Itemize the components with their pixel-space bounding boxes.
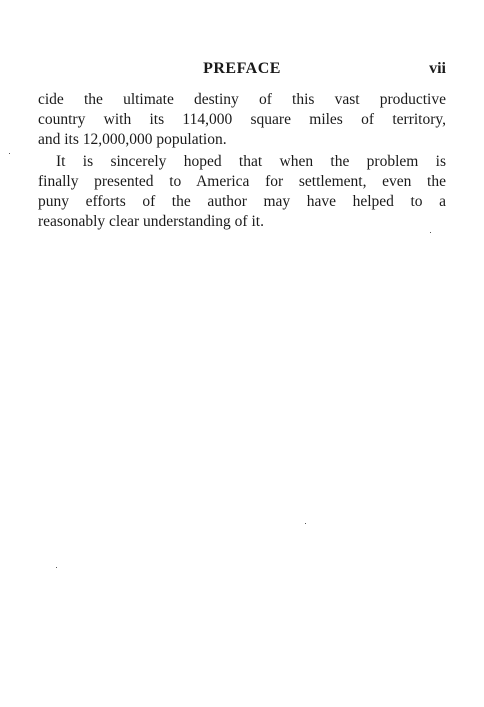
text-line: It is sincerely hoped that when the problem is [56, 153, 446, 170]
text-line: country with its 114,000 square miles of territory, [38, 111, 446, 128]
text-line: finally presented to America for settlement, even the [38, 173, 446, 190]
text-line: and its 12,000,000 population. [38, 131, 227, 148]
body-text [38, 90, 446, 232]
running-head [38, 60, 446, 80]
text-line: puny efforts of the author may have helped to a [38, 193, 446, 210]
paragraph-1 [38, 90, 446, 150]
scan-speck [430, 232, 431, 233]
running-title: PREFACE [203, 60, 281, 77]
page-number: vii [429, 60, 446, 77]
text-line: cide the ultimate destiny of this vast productive [38, 91, 446, 108]
text-line: reasonably clear understanding of it. [38, 213, 264, 230]
scan-speck [9, 153, 10, 154]
scan-speck [305, 523, 306, 524]
scan-speck [56, 567, 57, 568]
paragraph-2 [38, 152, 446, 232]
